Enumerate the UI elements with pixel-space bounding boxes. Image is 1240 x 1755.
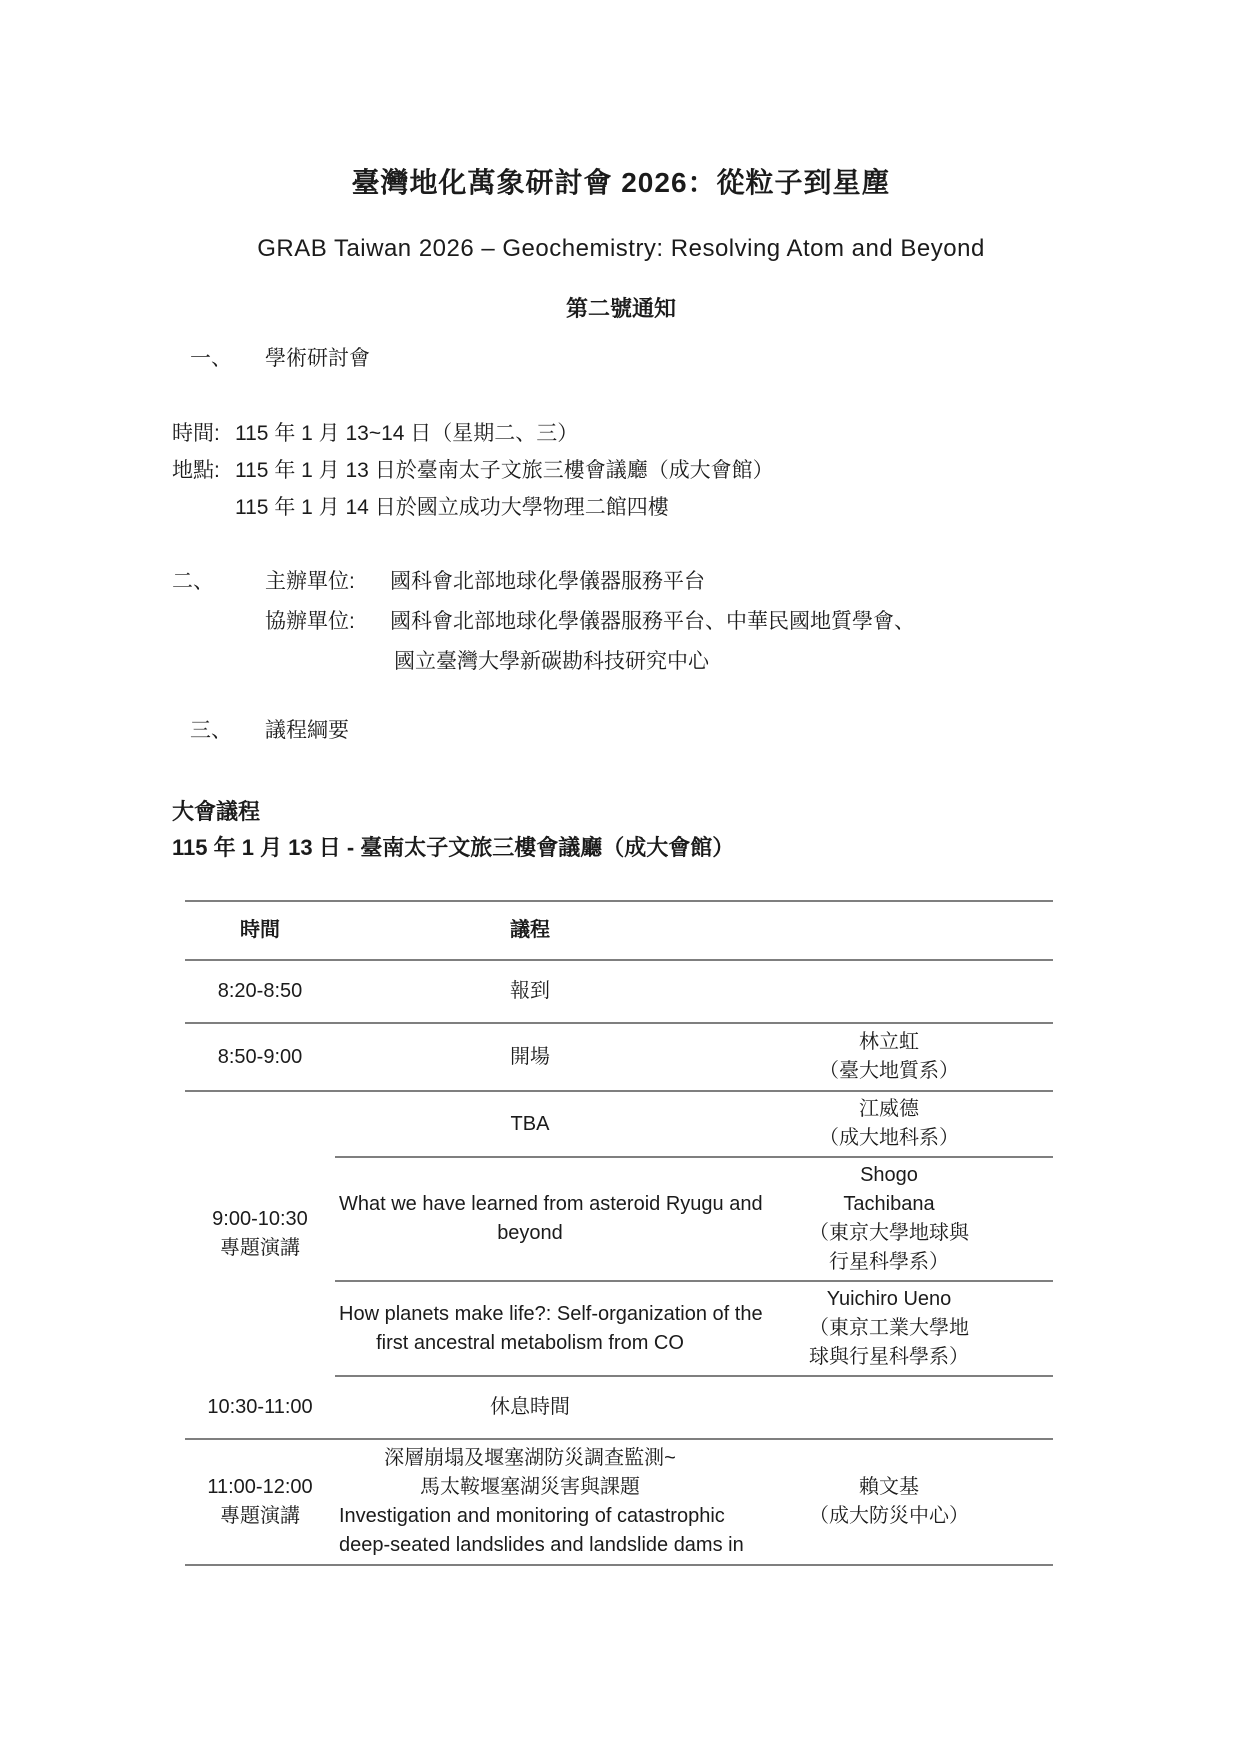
cohost-value-2: 國立臺灣大學新碳勘科技研究中心: [394, 650, 709, 673]
agenda-subheading: 115 年 1 月 13 日 - 臺南太子文旅三樓會議廳（成大會館）: [172, 835, 735, 860]
checkin-program: 報到: [335, 960, 725, 1023]
opening-program: 開場: [335, 1023, 725, 1091]
keynote-noon-speaker: 賴文基 （成大防災中心）: [725, 1439, 1053, 1565]
time-label: 時間:: [172, 422, 220, 445]
ryugu-speaker: Shogo Tachibana （東京大學地球與 行星科學系）: [725, 1157, 1053, 1281]
cohost-line-1: [265, 602, 1070, 642]
row-opening: [185, 1023, 1053, 1091]
opening-time: 8:50-9:00: [185, 1023, 335, 1091]
place-line-2: [235, 489, 1070, 526]
page-title: 臺灣地化萬象研討會 2026：從粒子到星塵: [351, 167, 891, 198]
keynote-noon-program: 深層崩塌及堰塞湖防災調查監測~ 馬太鞍堰塞湖災害與課題 Investigation and monitoring of catastrophic deep-seated landslides and landslide dams in: [335, 1439, 725, 1565]
tba-program: TBA: [335, 1091, 725, 1157]
planets-speaker: Yuichiro Ueno （東京工業大學地 球與行星科學系）: [725, 1281, 1053, 1376]
agenda-header-row: [185, 901, 1053, 960]
section-1-heading-line: [172, 345, 1070, 373]
agenda-heading: 大會議程: [172, 799, 261, 824]
checkin-speaker: [725, 960, 1053, 1023]
tba-speaker: 江威德 （成大地科系）: [725, 1091, 1053, 1157]
host-label: 主辦單位:: [265, 570, 355, 593]
cohost-label: 協辦單位:: [265, 610, 355, 633]
opening-speaker: 林立虹 （臺大地質系）: [725, 1023, 1053, 1091]
keynote-am-time: 9:00-10:30 專題演講: [212, 1208, 308, 1259]
row-break: [185, 1376, 1053, 1439]
cohost-line-2: [394, 642, 1070, 682]
section-2: [172, 562, 1070, 682]
ryugu-program: What we have learned from asteroid Ryugu and beyond: [335, 1157, 725, 1281]
section-1-heading: 學術研討會: [265, 347, 370, 370]
planets-program: How planets make life?: Self-organization of the first ancestral metabolism from CO: [335, 1281, 725, 1376]
section-1-number: 一、: [190, 347, 232, 370]
place-label: 地點:: [172, 459, 220, 482]
section-3-number: 三、: [190, 719, 232, 742]
host-line: [172, 562, 1070, 602]
keynote-noon-time: 11:00-12:00 專題演講: [185, 1439, 335, 1565]
time-line: [172, 415, 1070, 452]
page-subtitle: GRAB Taiwan 2026 – Geochemistry: Resolving Atom and Beyond: [257, 235, 985, 262]
time-value: 115 年 1 月 13~14 日（星期二、三）: [235, 422, 579, 445]
checkin-time: 8:20-8:50: [185, 960, 335, 1023]
row-keynote-tba: [185, 1091, 1053, 1157]
row-checkin: [185, 960, 1053, 1023]
section-3-heading: 議程綱要: [265, 719, 349, 742]
cohost-value-1: 國科會北部地球化學儀器服務平台、中華民國地質學會、: [390, 610, 915, 633]
agenda-table: [185, 900, 1053, 1566]
place-line-1: [172, 452, 1070, 489]
column-header-speaker: [725, 901, 1053, 960]
break-speaker: [725, 1376, 1053, 1439]
place-value-2: 115 年 1 月 14 日於國立成功大學物理二館四樓: [235, 496, 669, 519]
break-time: 10:30-11:00: [185, 1376, 335, 1439]
row-keynote-noon: [185, 1439, 1053, 1565]
notice-heading: 第二號通知: [565, 296, 676, 321]
column-header-program: 議程: [335, 901, 725, 960]
section-3-heading-line: [172, 717, 1070, 745]
break-program: 休息時間: [335, 1376, 725, 1439]
host-value: 國科會北部地球化學儀器服務平台: [390, 570, 705, 593]
column-header-time: 時間: [185, 901, 335, 960]
place-value-1: 115 年 1 月 13 日於臺南太子文旅三樓會議廳（成大會館）: [235, 459, 774, 482]
section-2-number: 二、: [172, 570, 214, 593]
